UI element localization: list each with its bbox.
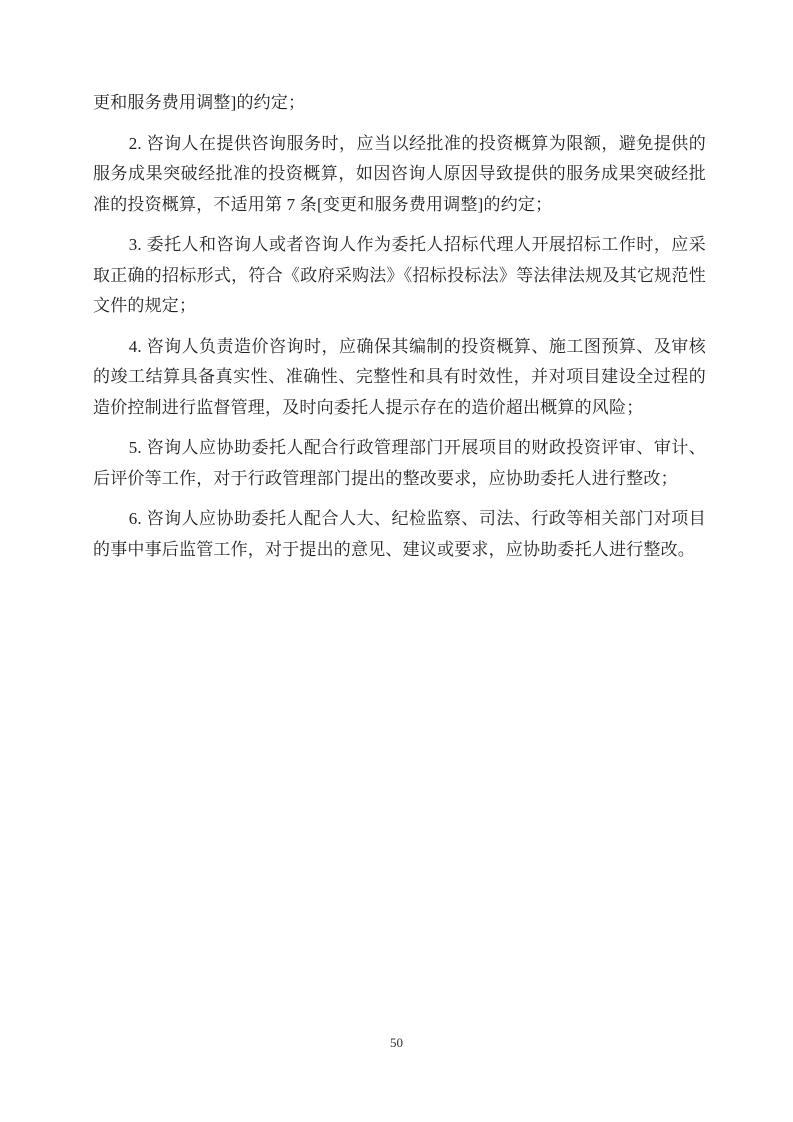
clause-4: 4. 咨询人负责造价咨询时，应确保其编制的投资概算、施工图预算、及审核的竣工结算具备真实性、准确性、完整性和具有时效性，并对项目建设全过程的造价控制进行监督管理，及时向委托人提示存在的造价超出概算的风险；: [93, 336, 706, 417]
paragraph-continuation: 更和服务费用调整]的约定；: [93, 93, 306, 112]
clause-6: 6. 咨询人应协助委托人配合人大、纪检监察、司法、行政等相关部门对项目的事中事后监管工作，对于提出的意见、建议或要求，应协助委托人进行整改。: [93, 509, 706, 559]
clause-2: 2. 咨询人在提供咨询服务时，应当以经批准的投资概算为限额，避免提供的服务成果突破经批准的投资概算，如因咨询人原因导致提供的服务成果突破经批准的投资概算，不适用第 7 条[变更和服务费用调整]的约定；: [93, 133, 706, 214]
clause-3: 3. 委托人和咨询人或者咨询人作为委托人招标代理人开展招标工作时，应采取正确的招标形式，符合《政府采购法》《招标投标法》等法律法规及其它规范性文件的规定；: [93, 235, 706, 315]
clause-5: 5. 咨询人应协助委托人配合行政管理部门开展项目的财政投资评审、审计、后评价等工作，对于行政管理部门提出的整改要求，应协助委托人进行整改；: [93, 438, 706, 488]
document-content: [93, 88, 706, 565]
page-footer: [0, 1034, 793, 1052]
page-number: 50: [390, 1035, 403, 1050]
